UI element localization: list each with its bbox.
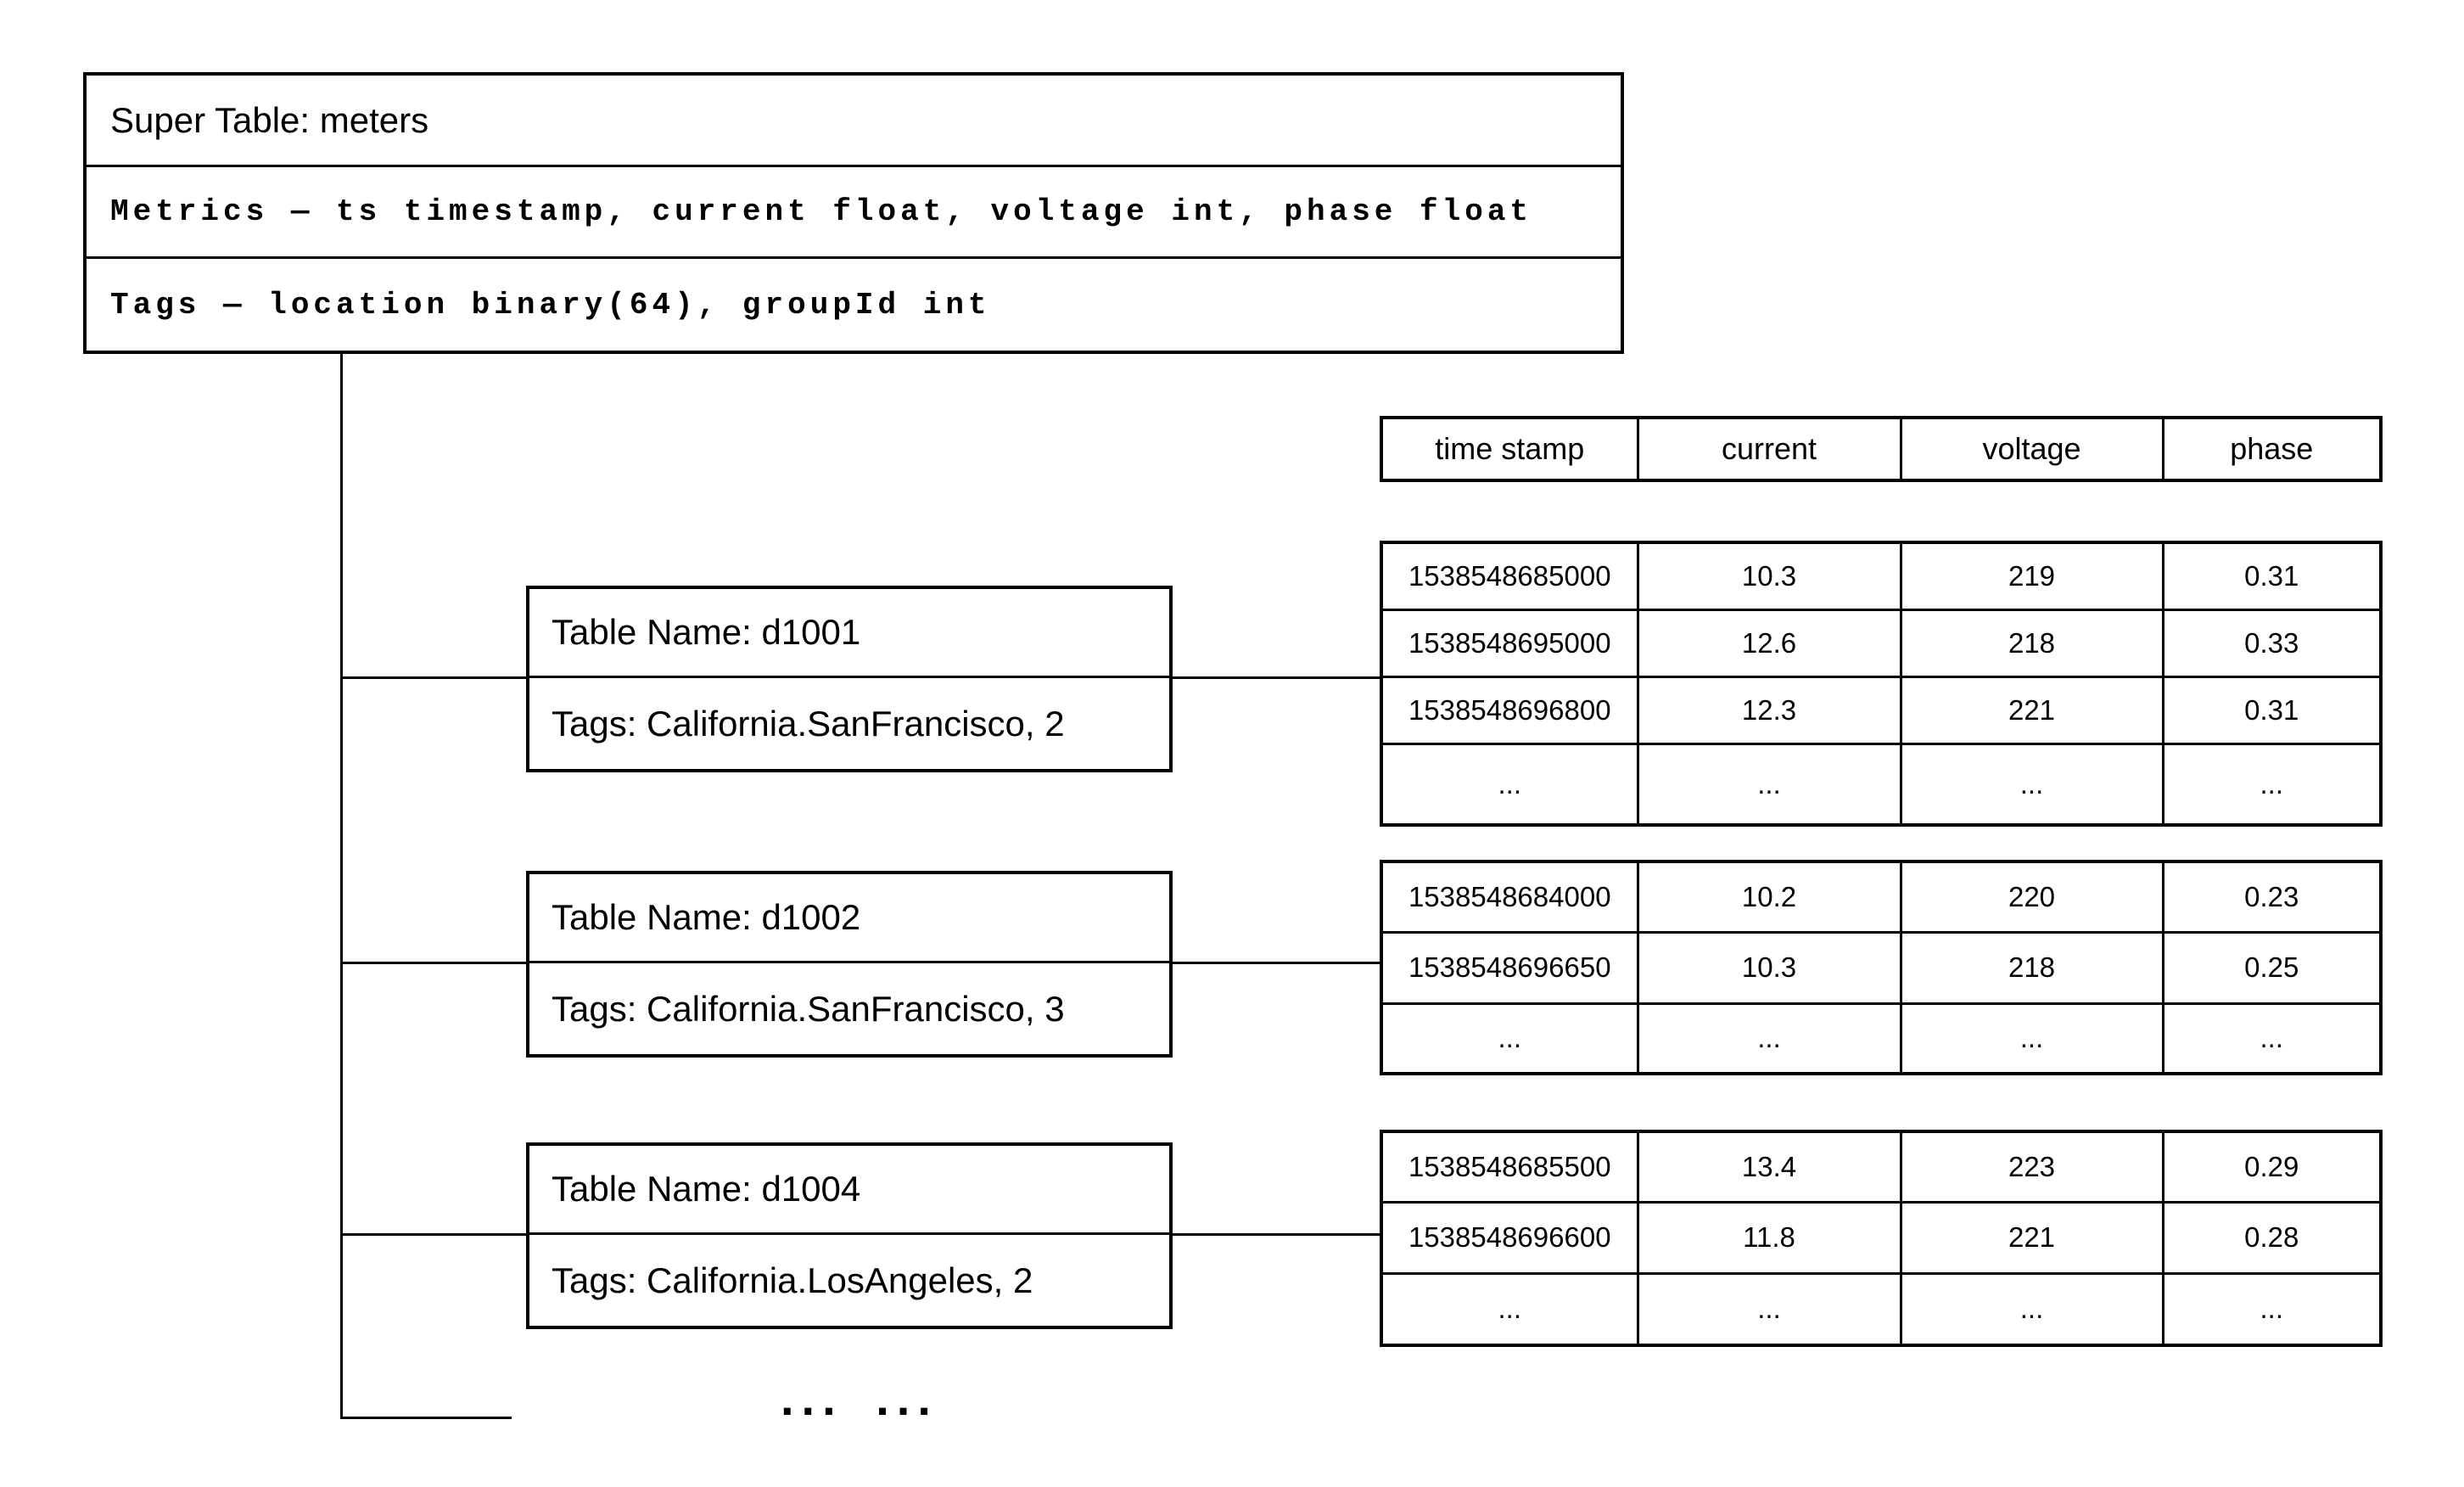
table-cell: ... — [1638, 1273, 1901, 1345]
table-cell: ... — [1638, 744, 1901, 825]
super-table-title: Super Table: meters — [87, 76, 1621, 167]
header-table — [1380, 416, 2383, 482]
table-cell: 10.3 — [1638, 542, 1901, 609]
table-cell: 218 — [1901, 609, 2163, 676]
table-cell: 11.8 — [1638, 1202, 1901, 1273]
table-cell: ... — [1381, 1273, 1638, 1345]
table-cell: 1538548695000 — [1381, 609, 1638, 676]
super-table-box — [83, 72, 1624, 354]
table-cell: 1538548684000 — [1381, 861, 1638, 932]
table-row — [1381, 1273, 2381, 1345]
data-table-d1004 — [1380, 1130, 2383, 1347]
table-cell: 12.6 — [1638, 609, 1901, 676]
subtable-tags-label: Tags: California.LosAngeles, 2 — [552, 1260, 1033, 1300]
table-row — [1381, 1131, 2381, 1202]
table-row — [1381, 1202, 2381, 1273]
table-cell: 1538548696600 — [1381, 1202, 1638, 1273]
table-cell: 1538548696800 — [1381, 676, 1638, 744]
subtable-tags-label: Tags: California.SanFrancisco, 3 — [552, 988, 1065, 1029]
table-cell: ... — [2163, 1273, 2381, 1345]
branch-line-d1002 — [340, 962, 526, 964]
subtable-name-label: Table Name: d1004 — [529, 1146, 1169, 1235]
branch-line-more — [340, 1417, 512, 1419]
link-line-d1001 — [1171, 676, 1380, 679]
table-cell: 1538548685000 — [1381, 542, 1638, 609]
table-cell: ... — [1901, 1003, 2163, 1074]
link-line-d1004 — [1171, 1233, 1380, 1236]
table-cell: 0.31 — [2163, 676, 2381, 744]
table-cell: 220 — [1901, 861, 2163, 932]
table-cell: 221 — [1901, 676, 2163, 744]
subtable-tags-label: Tags: California.SanFrancisco, 2 — [552, 703, 1065, 744]
table-cell: ... — [2163, 1003, 2381, 1074]
table-cell: 1538548685500 — [1381, 1131, 1638, 1202]
table-row — [1381, 744, 2381, 825]
table-cell: 218 — [1901, 932, 2163, 1003]
table-row — [1381, 609, 2381, 676]
table-cell: 219 — [1901, 542, 2163, 609]
header-cell-voltage: voltage — [1901, 418, 2163, 480]
header-cell-phase: phase — [2163, 418, 2381, 480]
table-cell: ... — [1381, 1003, 1638, 1074]
link-line-d1002 — [1171, 962, 1380, 964]
table-cell: 0.25 — [2163, 932, 2381, 1003]
table-row — [1381, 1003, 2381, 1074]
table-cell: 223 — [1901, 1131, 2163, 1202]
data-table-d1002 — [1380, 860, 2383, 1075]
subtable-box-d1004 — [526, 1142, 1173, 1329]
subtable-box-d1001 — [526, 586, 1173, 772]
data-table-d1001 — [1380, 541, 2383, 827]
subtable-name-label: Table Name: d1001 — [529, 589, 1169, 678]
subtable-box-d1002 — [526, 871, 1173, 1058]
table-cell: 0.31 — [2163, 542, 2381, 609]
header-cell-time-stamp: time stamp — [1381, 418, 1638, 480]
table-row — [1381, 676, 2381, 744]
super-table-metrics: Metrics — ts timestamp, current float, voltage int, phase float — [87, 167, 1621, 259]
table-cell: ... — [1901, 1273, 2163, 1345]
branch-line-d1001 — [340, 676, 526, 679]
more-tables-ellipsis: ... ... — [781, 1372, 938, 1425]
table-cell: 0.33 — [2163, 609, 2381, 676]
table-cell: 13.4 — [1638, 1131, 1901, 1202]
table-cell: 0.23 — [2163, 861, 2381, 932]
table-cell: ... — [1638, 1003, 1901, 1074]
table-row — [1381, 861, 2381, 932]
table-cell: 221 — [1901, 1202, 2163, 1273]
table-cell: 10.2 — [1638, 861, 1901, 932]
table-cell: 0.28 — [2163, 1202, 2381, 1273]
subtable-name-label: Table Name: d1002 — [529, 874, 1169, 963]
table-cell: ... — [1901, 744, 2163, 825]
table-cell: ... — [1381, 744, 1638, 825]
table-row — [1381, 542, 2381, 609]
branch-line-d1004 — [340, 1233, 526, 1236]
table-cell: ... — [2163, 744, 2381, 825]
header-cell-current: current — [1638, 418, 1901, 480]
table-cell: 10.3 — [1638, 932, 1901, 1003]
trunk-line — [340, 354, 343, 1419]
table-cell: 1538548696650 — [1381, 932, 1638, 1003]
table-cell: 0.29 — [2163, 1131, 2381, 1202]
super-table-tags: Tags — location binary(64), groupId int — [110, 287, 991, 323]
table-row — [1381, 418, 2381, 480]
table-cell: 12.3 — [1638, 676, 1901, 744]
table-row — [1381, 932, 2381, 1003]
